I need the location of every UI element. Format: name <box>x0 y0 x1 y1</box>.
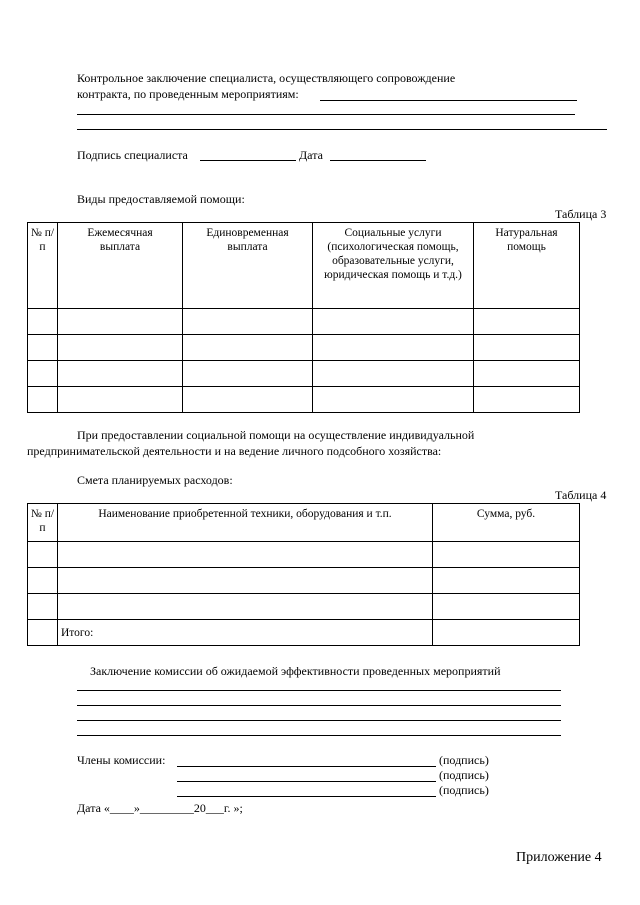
table-cell[interactable] <box>313 361 474 387</box>
commission-date-line: Дата «____»_________20___г. »; <box>77 801 243 815</box>
table-cell[interactable] <box>474 335 580 361</box>
table-cell[interactable] <box>58 594 433 620</box>
table-cell[interactable] <box>183 387 313 413</box>
table-cell[interactable] <box>433 542 580 568</box>
specialist-signature-label: Подпись специалиста <box>77 148 188 162</box>
help-types-heading: Виды предоставляемой помощи: <box>77 192 245 206</box>
signature-date-label: Дата <box>299 148 323 162</box>
table-cell[interactable] <box>183 309 313 335</box>
commission-conclusion-field-1[interactable] <box>77 690 561 691</box>
table-3-label: Таблица 3 <box>555 207 607 221</box>
table-cell[interactable] <box>58 335 183 361</box>
control-conclusion-field-1[interactable] <box>320 100 577 101</box>
column-header-number: № п/п <box>28 504 58 542</box>
table-cell[interactable] <box>313 309 474 335</box>
estimate-table <box>27 503 580 646</box>
control-conclusion-line1: Контрольное заключение специалиста, осуществляющего сопровождение <box>77 71 456 85</box>
commission-members-label: Члены комиссии: <box>77 753 166 767</box>
signature-hint-3: (подпись) <box>439 783 489 797</box>
table-cell[interactable] <box>183 335 313 361</box>
commission-conclusion-field-4[interactable] <box>77 735 561 736</box>
table-row <box>28 335 580 361</box>
table-row <box>28 594 580 620</box>
signature-date-field[interactable] <box>330 160 426 161</box>
total-label: Итого: <box>58 620 433 646</box>
column-header-amount: Сумма, руб. <box>433 504 580 542</box>
member-signature-field-1[interactable] <box>177 766 436 767</box>
table-row <box>28 309 580 335</box>
table-cell[interactable] <box>313 335 474 361</box>
table-cell[interactable] <box>58 361 183 387</box>
column-header-in-kind: Натуральная помощь <box>474 223 580 309</box>
table-cell[interactable] <box>58 568 433 594</box>
member-signature-field-2[interactable] <box>177 781 436 782</box>
entrepreneurship-paragraph-text1: При предоставлении социальной помощи на осуществление индивидуальной <box>77 428 475 442</box>
control-conclusion-line2: контракта, по проведенным мероприятиям: <box>77 87 299 101</box>
appendix-label: Приложение 4 <box>516 850 602 865</box>
table-cell[interactable] <box>28 361 58 387</box>
commission-conclusion-field-2[interactable] <box>77 705 561 706</box>
table-cell[interactable] <box>474 387 580 413</box>
table-cell[interactable] <box>28 335 58 361</box>
table-row <box>28 387 580 413</box>
table-row <box>28 361 580 387</box>
table-cell[interactable] <box>474 361 580 387</box>
table-cell[interactable] <box>58 542 433 568</box>
signature-hint-2: (подпись) <box>439 768 489 782</box>
member-signature-field-3[interactable] <box>177 796 436 797</box>
column-header-social-services: Социальные услуги (психологическая помощь, образовательные услуги, юридическая помощь и т.д.) <box>313 223 474 309</box>
column-header-number: № п/п <box>28 223 58 309</box>
table-cell[interactable] <box>313 387 474 413</box>
total-amount-cell[interactable] <box>433 620 580 646</box>
table-cell[interactable] <box>28 620 58 646</box>
table-cell[interactable] <box>28 309 58 335</box>
table-row <box>28 568 580 594</box>
table-cell[interactable] <box>433 568 580 594</box>
commission-conclusion-field-3[interactable] <box>77 720 561 721</box>
control-conclusion-field-3[interactable] <box>77 129 607 130</box>
table-cell[interactable] <box>28 568 58 594</box>
table-cell[interactable] <box>183 361 313 387</box>
column-header-monthly: Ежемесячная выплата <box>58 223 183 309</box>
table-cell[interactable] <box>433 594 580 620</box>
column-header-one-time: Единовременная выплата <box>183 223 313 309</box>
control-conclusion-field-2[interactable] <box>77 114 575 115</box>
signature-hint-1: (подпись) <box>439 753 489 767</box>
commission-conclusion-heading: Заключение комиссии об ожидаемой эффективности проведенных мероприятий <box>90 664 501 678</box>
column-header-item-name: Наименование приобретенной техники, оборудования и т.п. <box>58 504 433 542</box>
help-types-header-row <box>28 223 580 309</box>
table-cell[interactable] <box>474 309 580 335</box>
table-cell[interactable] <box>58 309 183 335</box>
table-cell[interactable] <box>58 387 183 413</box>
table-cell[interactable] <box>28 594 58 620</box>
help-types-table <box>27 222 580 413</box>
table-cell[interactable] <box>28 542 58 568</box>
specialist-signature-field[interactable] <box>200 160 296 161</box>
table-4-label: Таблица 4 <box>555 488 607 502</box>
entrepreneurship-paragraph-line2: предпринимательской деятельности и на ведение личного подсобного хозяйства: <box>27 444 442 458</box>
table-row <box>28 542 580 568</box>
total-row <box>28 620 580 646</box>
table-cell[interactable] <box>28 387 58 413</box>
entrepreneurship-paragraph-line1 <box>77 428 608 442</box>
estimate-heading: Смета планируемых расходов: <box>77 473 233 487</box>
estimate-header-row <box>28 504 580 542</box>
